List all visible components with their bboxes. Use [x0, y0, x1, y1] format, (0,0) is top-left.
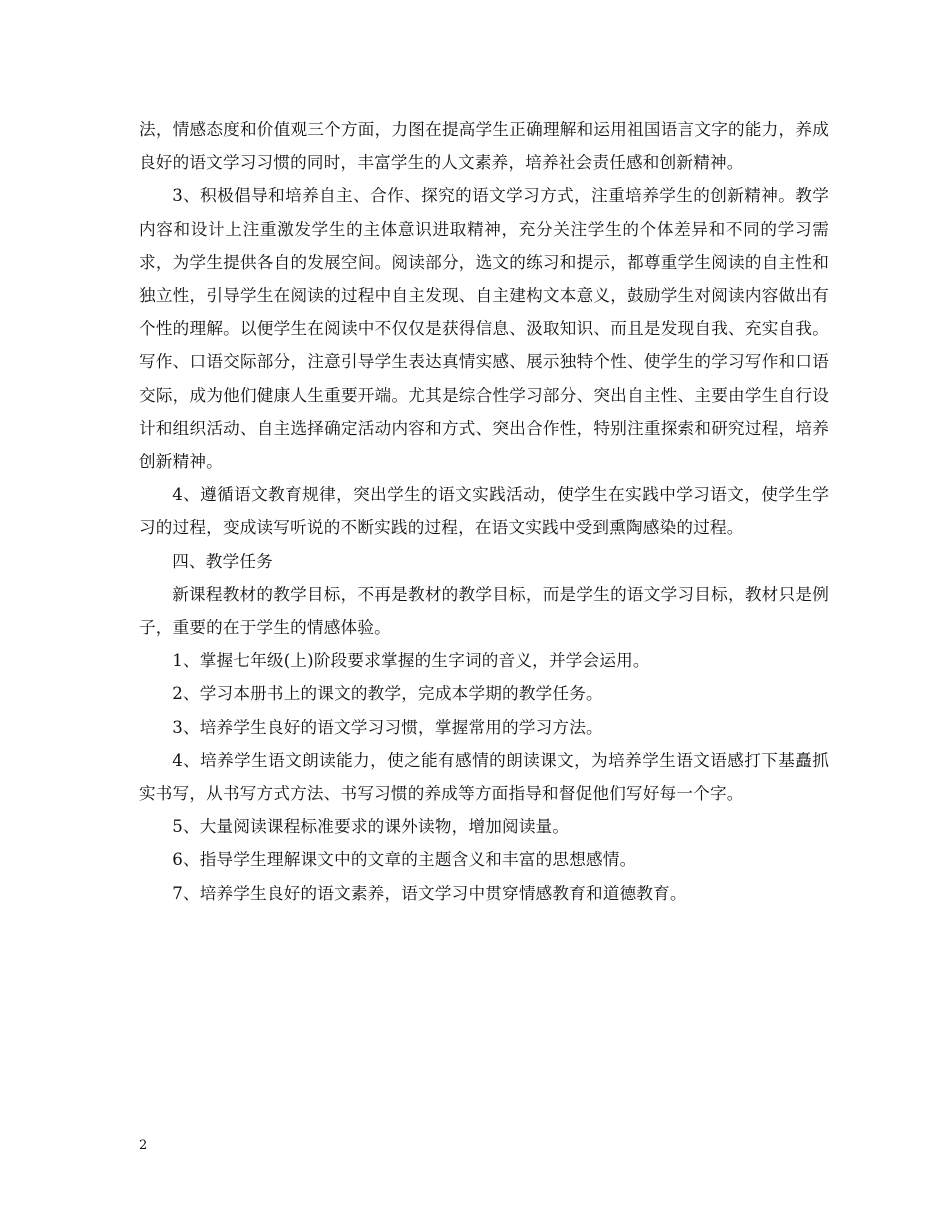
- task-item-7: 7、培养学生良好的语文素养，语文学习中贯穿情感教育和道德教育。: [172, 883, 687, 903]
- document-body: [139, 113, 829, 910]
- paragraph-item-4: 4、遵循语文教育规律，突出学生的语文实践活动，使学生在实践中学习语文，使学生学习的过程，变成读写听说的不断实践的过程，在语文实践中受到熏陶感染的过程。: [139, 485, 829, 538]
- task-item-5: 5、大量阅读课程标准要求的课外读物，增加阅读量。: [172, 817, 570, 837]
- task-item-4: 4、培养学生语文朗读能力，使之能有感情的朗读课文，为培养学生语文语感打下基矗抓实书写，从书写方式方法、书写习惯的养成等方面指导和督促他们写好每一个字。: [139, 750, 829, 804]
- page-number: 2: [139, 1138, 148, 1153]
- paragraph-continuation: 法，情感态度和价值观三个方面，力图在提高学生正确理解和运用祖国语言文字的能力，养成良好的语文学习习惯的同时，丰富学生的人文素养，培养社会责任感和创新精神。: [139, 120, 829, 173]
- section-heading-teaching-tasks: 四、教学任务: [172, 551, 273, 571]
- task-item-6: 6、指导学生理解课文中的文章的主题含义和丰富的思想感情。: [172, 850, 637, 870]
- paragraph-item-3: 3、积极倡导和培养自主、合作、探究的语文学习方式，注重培养学生的创新精神。教学内容和设计上注重激发学生的主体意识进取精神，充分关注学生的个体差异和不同的学习需求，为学生提供各自的发展空间。阅读部分，选文的练习和提示，都尊重学生阅读的自主性和独立性，引导学生在阅读的过程中自主发现、自主建构文本意义，鼓励学生对阅读内容做出有个性的理解。以便学生在阅读中不仅仅是获得信息、汲取知识、而且是发现自我、充实自我。写作、口语交际部分，注意引导学生表达真情实感、展示独特个性、使学生的学习写作和口语交际，成为他们健康人生重要开端。尤其是综合性学习部分、突出自主性、主要由学生自行设计和组织活动、自主选择确定活动内容和方式、突出合作性，特别注重探索和研究过程，培养创新精神。: [139, 186, 829, 472]
- task-item-2: 2、学习本册书上的课文的教学，完成本学期的教学任务。: [172, 684, 603, 704]
- task-item-1: 1、掌握七年级(上)阶段要求掌握的生字词的音义，并学会运用。: [172, 651, 650, 671]
- task-item-3: 3、培养学生良好的语文学习习惯，掌握常用的学习方法。: [172, 717, 603, 737]
- paragraph-intro: 新课程教材的教学目标，不再是教材的教学目标，而是学生的语文学习目标，教材只是例子，重要的在于学生的情感体验。: [139, 584, 829, 638]
